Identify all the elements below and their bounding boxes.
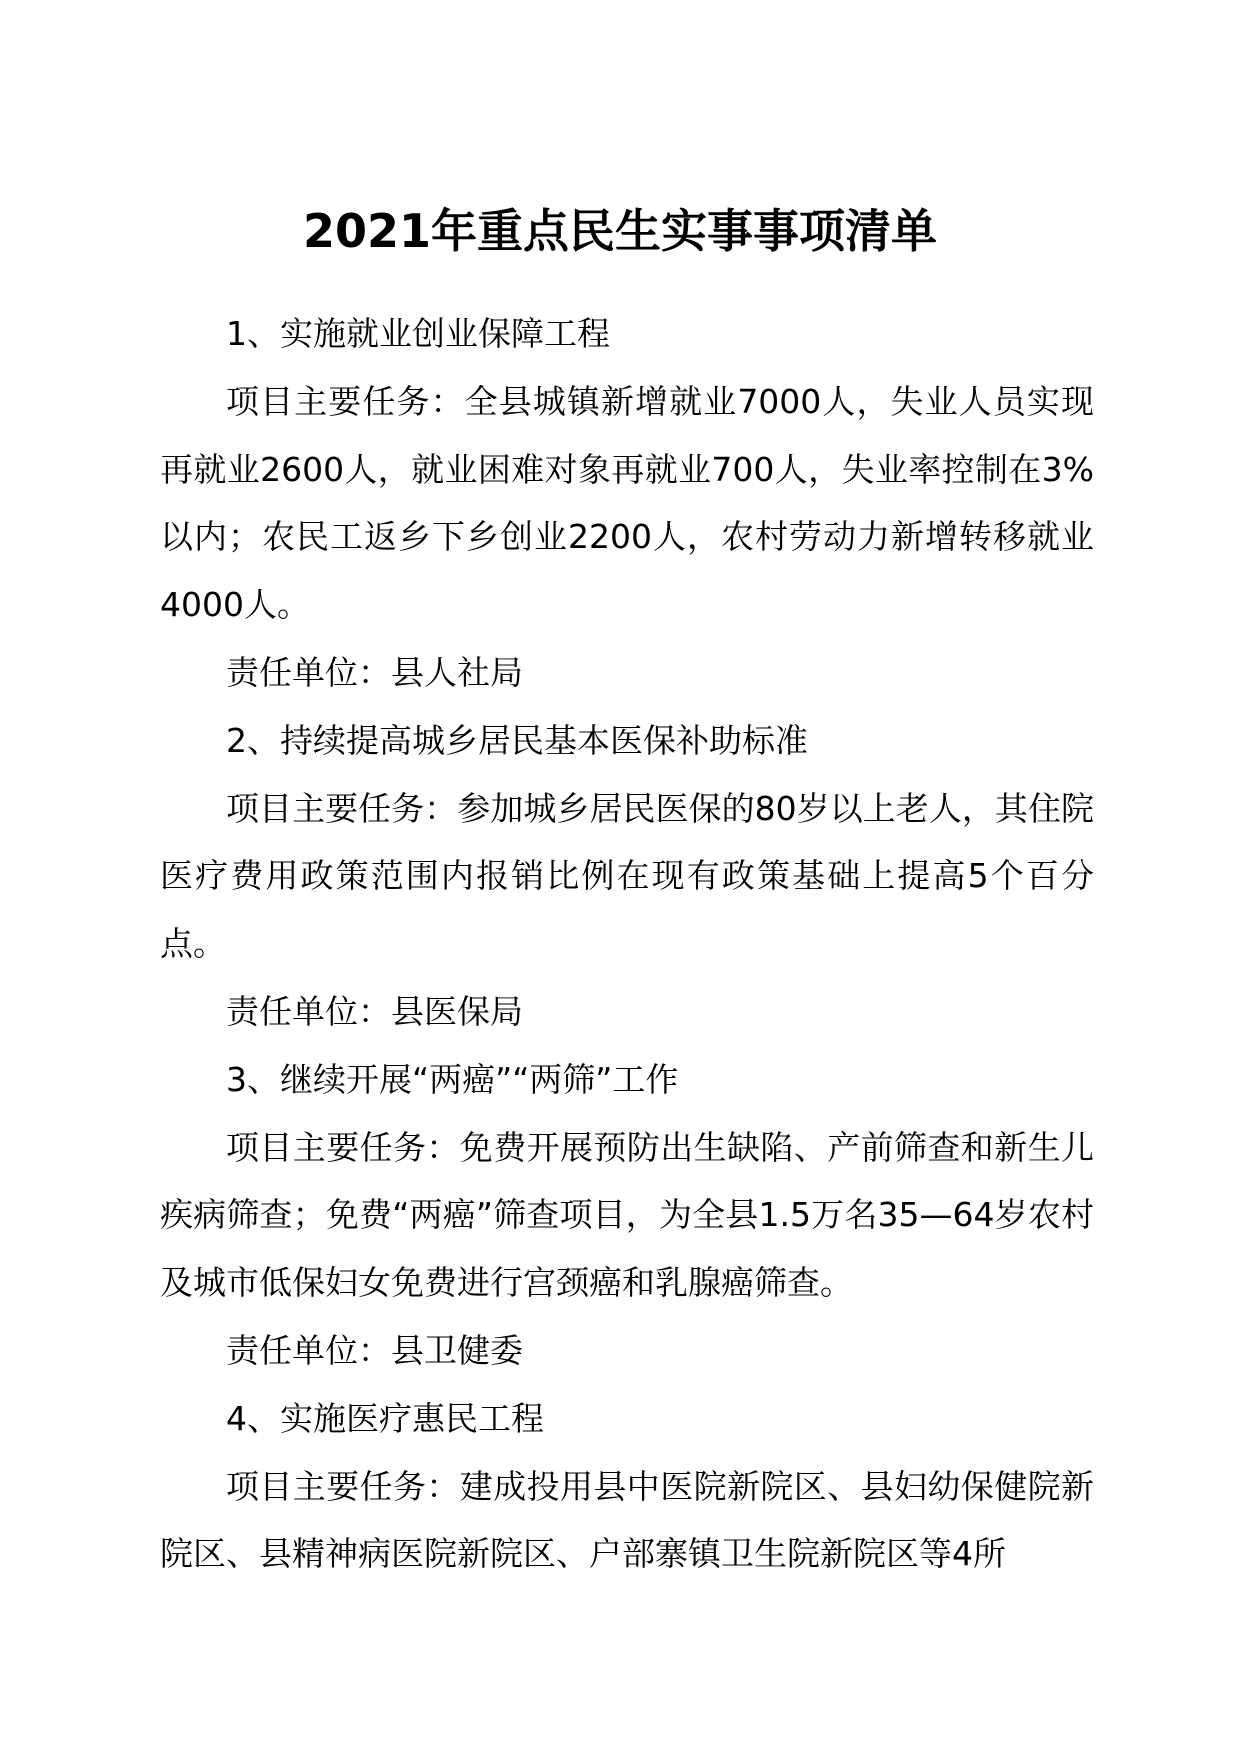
responsible-unit: 责任单位：县人社局: [226, 652, 523, 692]
task-paragraph: 项目主要任务：免费开展预防出生缺陷、产前筛查和新生儿疾病筛查；免费“两癌”筛查项目，为全县1.5万名35—64岁农村及城市低保妇女免费进行宫颈癌和乳腺癌筛查。: [160, 1127, 1094, 1303]
document-body: [160, 300, 1094, 1588]
section-heading: 1、实施就业创业保障工程: [226, 314, 610, 353]
task-paragraph: 项目主要任务：建成投用县中医院新院区、县妇幼保健院新院区、县精神病医院新院区、户部寨镇卫生院新院区等4所: [160, 1466, 1094, 1574]
section-heading: 2、持续提高城乡居民基本医保补助标准: [226, 720, 808, 760]
responsible-unit: 责任单位：县卫健委: [226, 1330, 523, 1370]
section-heading: 3、继续开展“两癌”“两筛”工作: [226, 1059, 679, 1099]
section-heading: 4、实施医疗惠民工程: [226, 1398, 544, 1438]
task-paragraph: 项目主要任务：参加城乡居民医保的80岁以上老人，其住院医疗费用政策范围内报销比例在现有政策基础上提高5个百分点。: [160, 788, 1094, 964]
document-title: 2021年重点民生实事事项清单: [302, 204, 938, 258]
task-paragraph: 项目主要任务：全县城镇新增就业7000人，失业人员实现再就业2600人，就业困难对象再就业700人，失业率控制在3%以内；农民工返乡下乡创业2200人，农村劳动力新增转移就业4000人。: [160, 381, 1094, 625]
responsible-unit: 责任单位：县医保局: [226, 991, 523, 1031]
